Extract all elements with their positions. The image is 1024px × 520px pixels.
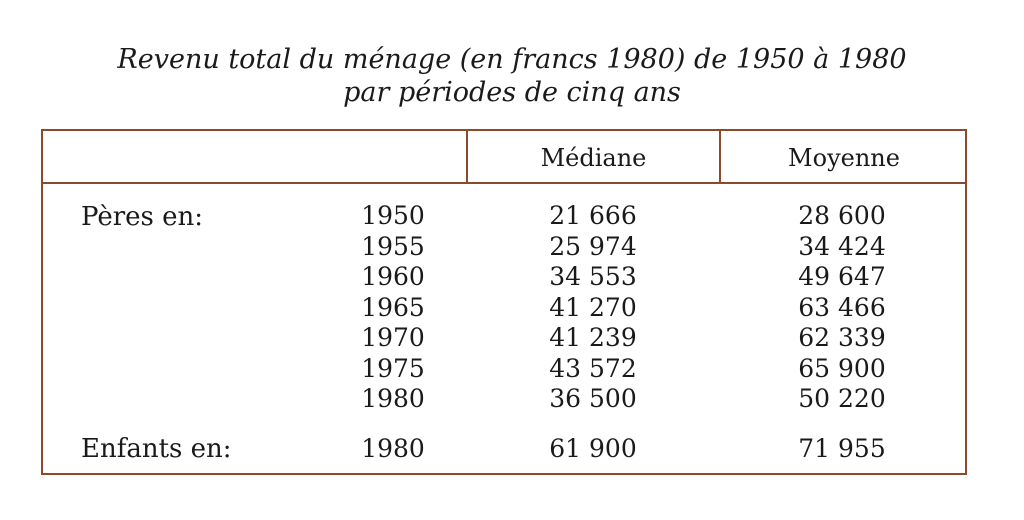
- table-cell-mean: 63 466: [798, 293, 886, 322]
- table-cell-mean: 28 600: [798, 201, 886, 230]
- table-cell-year: 1980: [361, 384, 425, 413]
- table-cell-median: 34 553: [549, 262, 637, 291]
- table-cell-mean: 50 220: [798, 384, 886, 413]
- table-cell-year: 1970: [361, 323, 425, 352]
- table-title-line-2: par périodes de cinq ans: [343, 77, 681, 108]
- table-cell-year: 1955: [361, 232, 425, 261]
- table-cell-median: 25 974: [549, 232, 637, 261]
- table-cell-median: 61 900: [549, 434, 637, 463]
- table-cell-mean: 71 955: [798, 434, 886, 463]
- table-cell-median: 36 500: [549, 384, 637, 413]
- table-title-line-1: Revenu total du ménage (en francs 1980) de 1950 à 1980: [117, 44, 907, 75]
- column-header-median: Médiane: [540, 144, 647, 172]
- table-cell-mean: 65 900: [798, 354, 886, 383]
- table-cell-year: 1975: [361, 354, 425, 383]
- table-cell-year: 1980: [361, 434, 425, 463]
- column-header-mean: Moyenne: [788, 144, 900, 172]
- table-cell-mean: 49 647: [798, 262, 886, 291]
- table-cell-year: 1960: [361, 262, 425, 291]
- group-label-enfants: Enfants en:: [81, 434, 232, 464]
- table-cell-mean: 34 424: [798, 232, 886, 261]
- table-cell-median: 41 239: [549, 323, 637, 352]
- table-cell-median: 43 572: [549, 354, 637, 383]
- header-divider: [43, 182, 965, 184]
- group-label-peres: Pères en:: [81, 202, 204, 232]
- table-cell-mean: 62 339: [798, 323, 886, 352]
- table-cell-median: 41 270: [549, 293, 637, 322]
- table-cell-year: 1950: [361, 201, 425, 230]
- table-cell-median: 21 666: [549, 201, 637, 230]
- income-table: [41, 129, 967, 475]
- table-cell-year: 1965: [361, 293, 425, 322]
